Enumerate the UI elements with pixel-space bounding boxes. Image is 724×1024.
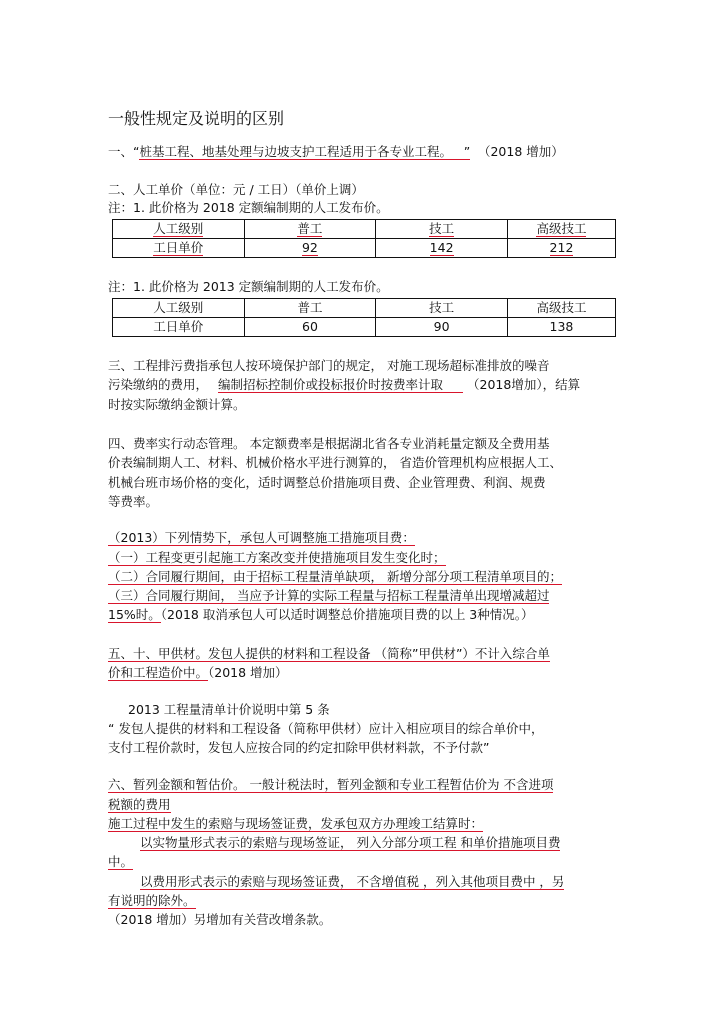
measures-2013-line-5: 15%时。（2018 取消承包人可以适时调整总价措施项目费的以上 3种情况。） (108, 607, 534, 622)
section-4-line-1: 四、费率实行动态管理。 本定额费率是根据湖北省各专业消耗量定额及全费用基 (108, 436, 550, 451)
section-6-line-2: 税额的费用 (108, 797, 171, 812)
table-cell: 138 (507, 318, 615, 337)
table-header-cell: 普工 (244, 299, 376, 318)
section-6-line-7: 有说明的除外。 (108, 893, 196, 908)
section-1-suffix: ” (446, 144, 470, 160)
table-header-cell: 人工级别 (113, 220, 245, 239)
table-row (113, 239, 616, 258)
table-header-cell: 人工级别 (113, 299, 245, 318)
table-cell: 92 (244, 239, 376, 258)
table-cell: 工日单价 (113, 239, 245, 258)
section-3-line-1: 三、工程排污费指承包人按环境保护部门的规定， 对施工现场超标准排放的噪音 (108, 358, 550, 373)
note-2018-labor-price: 注：1. 此价格为 2018 定额编制期的人工发布价。 (108, 200, 389, 215)
table-header-cell: 普工 (244, 220, 376, 239)
labor-price-table-2018 (112, 219, 616, 258)
section-6-line-5: 中。 (108, 854, 134, 869)
measures-2013-line-4: （三）合同履行期间， 当应予计算的实际工程量与招标工程量清单出现增减超过 (108, 588, 550, 603)
table-header-cell: 技工 (376, 220, 508, 239)
section-6-line-4: 以实物量形式表示的索赔与现场签证， 列入分部分项工程 和单价措施项目费 (140, 835, 561, 850)
measures-2013-line-1: （2013）下列情势下，承包人可调整施工措施项目费： (108, 530, 415, 545)
table-header-cell: 高级技工 (507, 299, 615, 318)
section-5-line-4: “ 发包人提供的材料和工程设备（简称甲供材）应计入相应项目的综合单价中， (108, 721, 544, 736)
table-header-cell: 高级技工 (507, 220, 615, 239)
section-6-line-6: 以费用形式表示的索赔与现场签证费， 不含增值税 ，列入其他项目费中 ，另 (140, 874, 565, 889)
section-5-line-2: 价和工程造价中。（2018 增加） (108, 665, 288, 680)
table-cell: 212 (507, 239, 615, 258)
section-5-line-1: 五、十、甲供材。发包人提供的材料和工程设备 （简称”甲供材”）不计入综合单 (108, 646, 550, 661)
section-1-prefix: 一、“ (108, 144, 140, 159)
table-cell: 60 (244, 318, 376, 337)
table-cell: 工日单价 (113, 318, 245, 337)
table-header-row (113, 299, 616, 318)
section-3-line-2: 污染缴纳的费用， 编制招标控制价或投标报价时按费率计取 （2018增加），结算 (108, 377, 581, 392)
section-3-line-3: 时按实际缴纳金额计算。 (108, 397, 246, 412)
section-1-note: （2018 增加） (484, 144, 564, 159)
table-cell: 142 (376, 239, 508, 258)
section-1-line (108, 143, 564, 161)
section-6-line-3: 施工过程中发生的索赔与现场签证费，发承包双方办理竣工结算时： (108, 816, 484, 831)
section-2-heading: 二、人工单价（单位：元 / 工日）（单价上调） (108, 182, 364, 197)
table-header-cell: 技工 (376, 299, 508, 318)
section-6-line-1: 六、暂列金额和暂估价。 一般计税法时，暂列金额和专业工程暂估价为 不含进项 (108, 777, 554, 792)
measures-2013-line-2: （一）工程变更引起施工方案改变并使措施项目发生变化时； (108, 550, 446, 565)
labor-price-table-2013 (112, 298, 616, 337)
section-4-line-2: 价表编制期人工、材料、机械价格水平进行测算的， 省造价管理机构应根据人工、 (108, 455, 562, 470)
section-6-line-8: （2018 增加）另增加有关营改增条款。 (108, 912, 332, 927)
table-header-row (113, 220, 616, 239)
section-5-line-3: 2013 工程量清单计价说明中第 5 条 (128, 702, 330, 717)
page-title: 一般性规定及说明的区别 (108, 109, 285, 128)
measures-2013-line-3: （二）合同履行期间，由于招标工程量清单缺项， 新增分部分项工程清单项目的； (108, 569, 562, 584)
section-5-line-5: 支付工程价款时，发包人应按合同的约定扣除甲供材料款，不予付款” (108, 740, 490, 755)
note-2013-labor-price: 注：1. 此价格为 2013 定额编制期的人工发布价。 (108, 279, 389, 294)
section-1-text: 桩基工程、地基处理与边坡支护工程适用于各专业工程。 (139, 144, 446, 159)
section-4-line-4: 等费率。 (108, 494, 159, 509)
table-cell: 90 (376, 318, 508, 337)
section-4-line-3: 机械台班市场价格的变化，适时调整总价措施项目费、企业管理费、利润、规费 (108, 475, 546, 490)
table-row (113, 318, 616, 337)
